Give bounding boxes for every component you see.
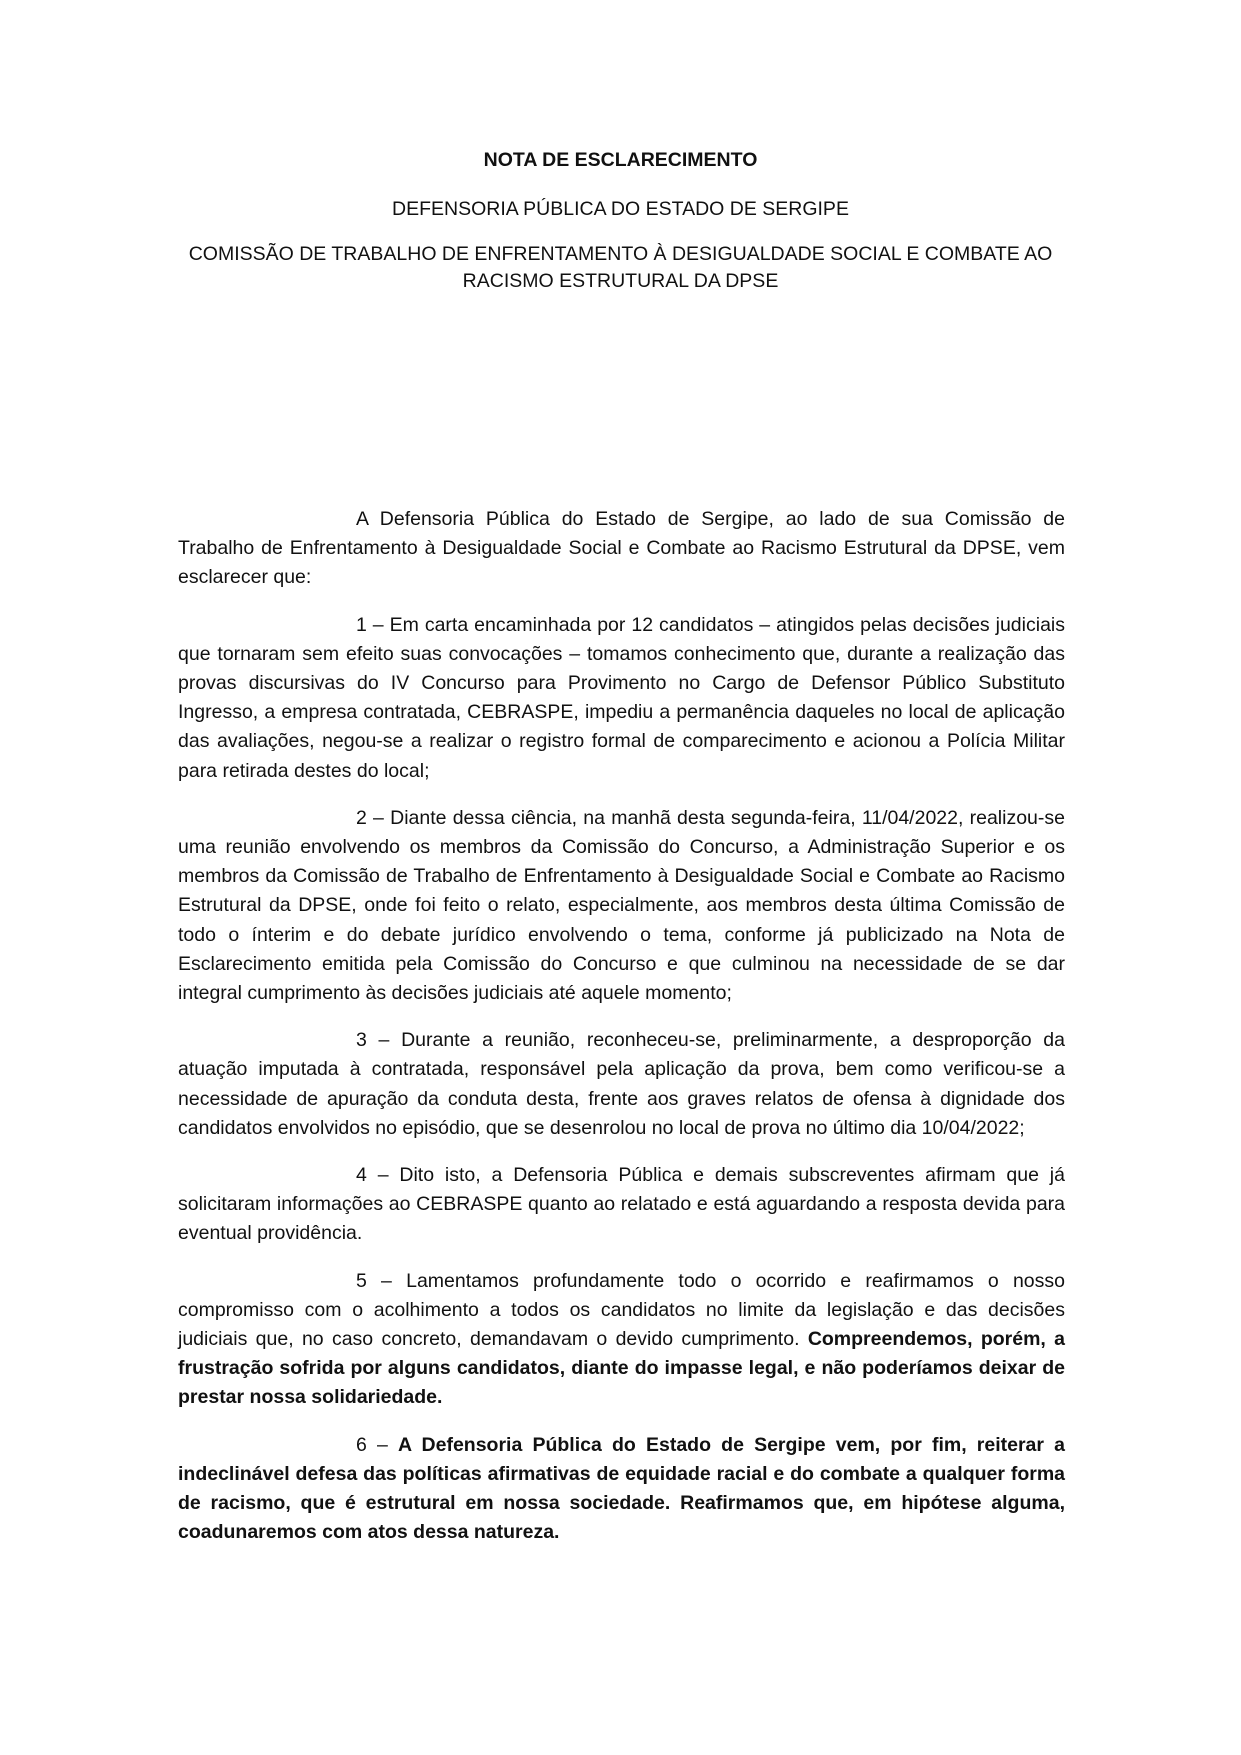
paragraph-5-emphasis: Compreendemos, porém, a frustração sofrida por alguns candidatos, diante do impasse legal, e não poderíamos deixar de prestar nossa solidariedade.: [178, 1328, 1065, 1409]
paragraph-5-text: 5 – Lamentamos profundamente todo o ocorrido e reafirmamos o nosso compromisso com o acolhimento a todos os candidatos no limite da legislação e das decisões judiciais que, no caso concreto, demandavam o devido cumprimento.: [178, 1269, 1065, 1351]
institution-name: DEFENSORIA PÚBLICA DO ESTADO DE SERGIPE: [392, 198, 849, 220]
document-body: [178, 505, 1065, 1566]
intro-paragraph: A Defensoria Pública do Estado de Sergipe, ao lado de sua Comissão de Trabalho de Enfrentamento à Desigualdade Social e Combate ao Racismo Estrutural da DPSE, vem esclarecer que:: [178, 508, 1065, 589]
paragraph-4: 4 – Dito isto, a Defensoria Pública e demais subscreventes afirmam que já solicitaram informações ao CEBRASPE quanto ao relatado e está aguardando a resposta devida para eventual providência.: [178, 1164, 1065, 1245]
paragraph-5: [178, 1267, 1065, 1413]
paragraph-6-emphasis: A Defensoria Pública do Estado de Sergipe vem, por fim, reiterar a indeclinável defesa das políticas afirmativas de equidade racial e do combate a qualquer forma de racismo, que é estrutural em nossa sociedade. Reafirmamos que, em hipótese alguma, coadunaremos com atos dessa natureza.: [178, 1433, 1065, 1544]
paragraph-6: [178, 1431, 1065, 1548]
paragraph-3: 3 – Durante a reunião, reconheceu-se, preliminarmente, a desproporção da atuação imputada à contratada, responsável pela aplicação da prova, bem como verificou-se a necessidade de apuração da conduta desta, frente aos graves relatos de ofensa à dignidade dos candidatos envolvidos no episódio, que se desenrolou no local de prova no último dia 10/04/2022;: [178, 1029, 1065, 1139]
paragraph-1: 1 – Em carta encaminhada por 12 candidatos – atingidos pelas decisões judiciais que tornaram sem efeito suas convocações – tomamos conhecimento que, durante a realização das provas discursivas do IV Concurso para Provimento no Cargo de Defensor Público Substituto Ingresso, a empresa contratada, CEBRASPE, impediu a permanência daqueles no local de aplicação das avaliações, negou-se a realizar o registro formal de comparecimento e acionou a Polícia Militar para retirada destes do local;: [178, 613, 1065, 782]
paragraph-6-number: 6 –: [356, 1433, 399, 1456]
document-title: NOTA DE ESCLARECIMENTO: [483, 149, 758, 171]
paragraph-2: 2 – Diante dessa ciência, na manhã desta segunda-feira, 11/04/2022, realizou-se uma reunião envolvendo os membros da Comissão do Concurso, a Administração Superior e os membros da Comissão de Trabalho de Enfrentamento à Desigualdade Social e Combate ao Racismo Estrutural da DPSE, onde foi feito o relato, especialmente, aos membros desta última Comissão de todo o ínterim e do debate jurídico envolvendo o tema, conforme já publicizado na Nota de Esclarecimento emitida pela Comissão do Concurso e que culminou na necessidade de se dar integral cumprimento às decisões judiciais até aquele momento;: [178, 806, 1065, 1005]
commission-name: COMISSÃO DE TRABALHO DE ENFRENTAMENTO À DESIGUALDADE SOCIAL E COMBATE AO RACISMO ESTRUTURAL DA DPSE: [188, 243, 1053, 292]
